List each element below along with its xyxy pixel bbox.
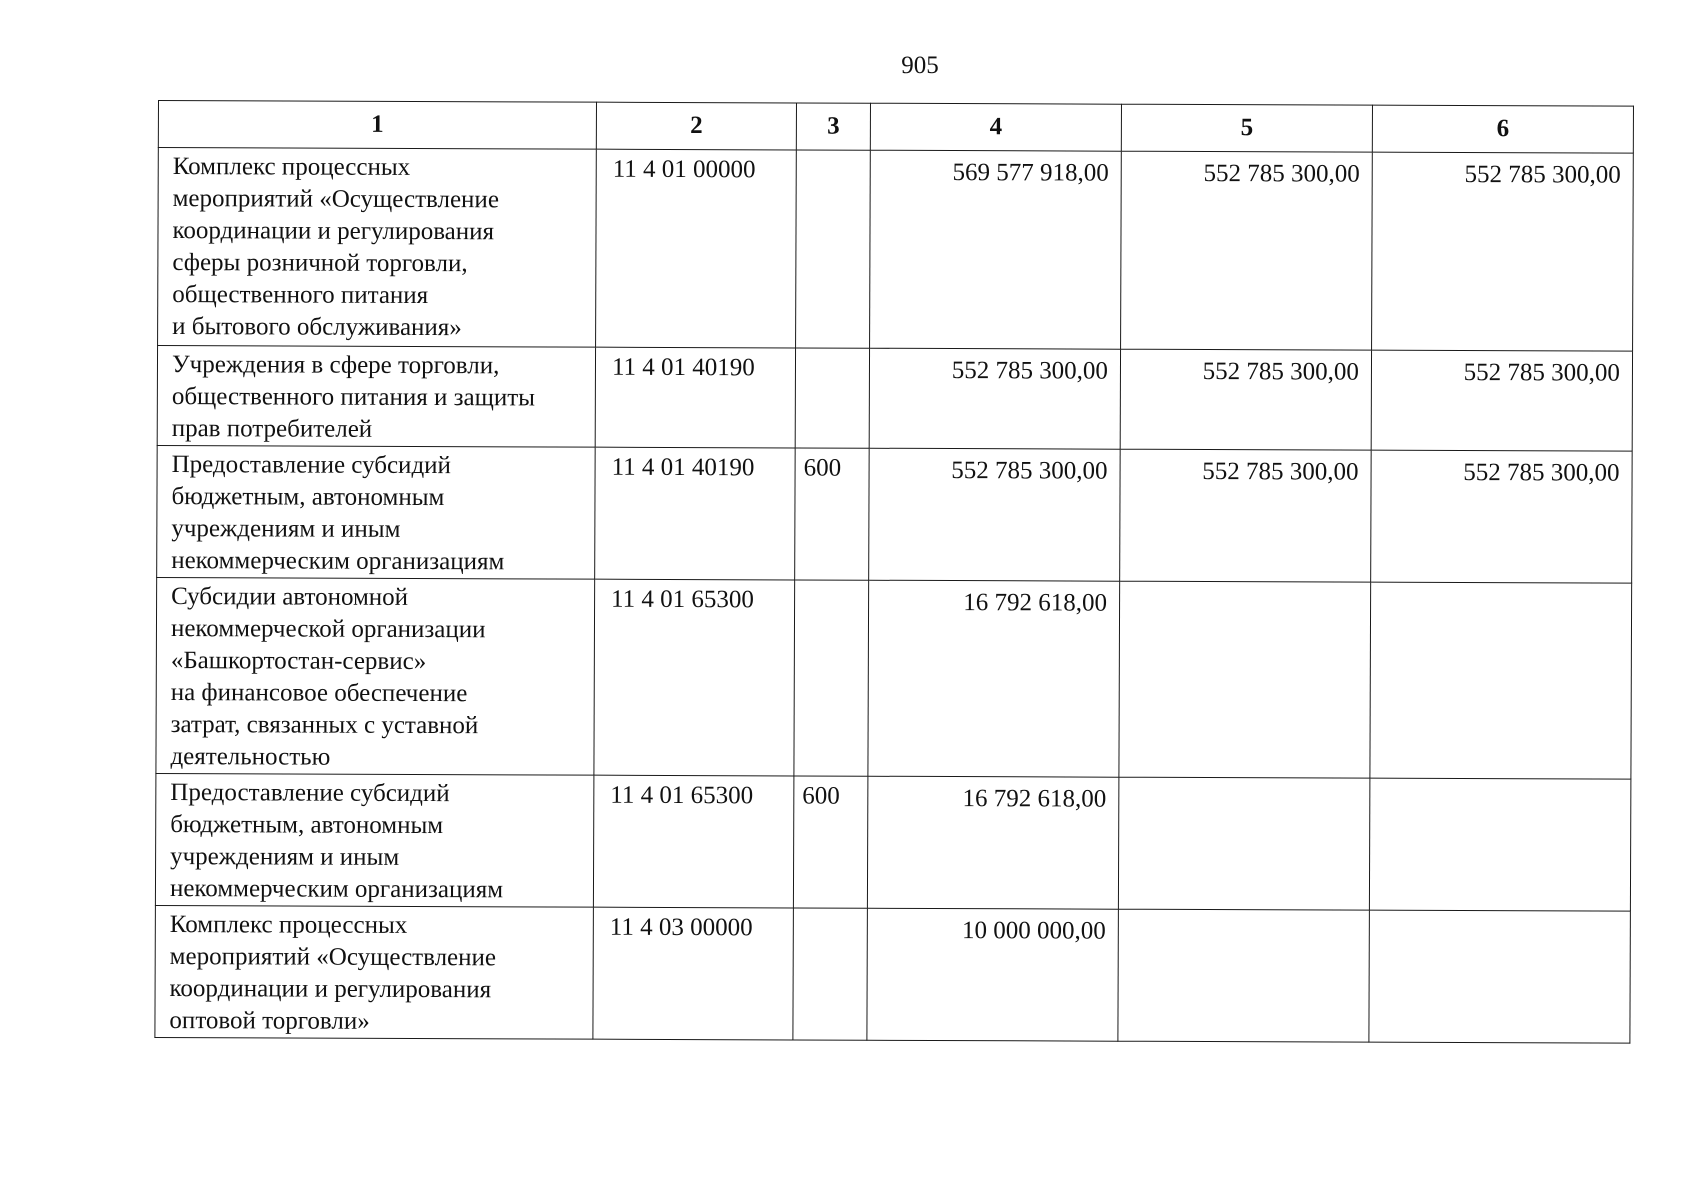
row-name-line: учреждениям и иным: [170, 843, 400, 871]
row-amount-5-cell: [1118, 909, 1370, 1042]
table-row: [155, 905, 1630, 1043]
row-name-cell: [157, 445, 596, 579]
row-name-cell: [156, 577, 595, 775]
row-name-line: бюджетным, автономным: [170, 811, 444, 840]
row-amount-4-cell: 16 792 618,00: [868, 580, 1120, 777]
row-name-line: Учреждения в сфере торговли,: [171, 351, 500, 380]
row-amount-6-cell: [1369, 910, 1631, 1043]
column-header-6: 6: [1372, 105, 1633, 153]
budget-table-wrapper: [154, 100, 1633, 1044]
page-number: 905: [901, 52, 939, 79]
row-amount-4-cell: 569 577 918,00: [870, 150, 1122, 349]
row-name-line: затрат, связанных с уставной: [170, 711, 479, 740]
row-amount-6-cell: 552 785 300,00: [1372, 152, 1634, 351]
row-name-line: Субсидии автономной: [171, 583, 409, 611]
column-header-2: 2: [596, 102, 796, 150]
table-row: [158, 148, 1634, 352]
row-amount-4-cell: 552 785 300,00: [869, 348, 1120, 449]
row-name-cell: [157, 346, 595, 448]
row-name-line: координации и регулирования: [172, 217, 495, 246]
row-name-line: общественного питания: [172, 281, 429, 310]
row-name-line: Комплекс процессных: [169, 911, 408, 939]
row-code-cell: 11 4 01 65300: [593, 775, 794, 908]
row-name-line: некоммерческим организациям: [171, 547, 505, 576]
column-header-3: 3: [796, 103, 870, 150]
row-amount-6-cell: [1369, 778, 1631, 911]
column-header-1: 1: [158, 101, 596, 150]
row-code-cell: 11 4 01 40190: [595, 447, 796, 580]
row-amount-6-cell: [1370, 582, 1632, 779]
row-kind-cell: [794, 580, 869, 776]
row-name-line: «Башкортостан-сервис»: [170, 647, 427, 676]
row-name-line: и бытового обслуживания»: [172, 313, 462, 342]
row-name-line: сферы розничной торговли,: [172, 249, 468, 278]
row-kind-cell: 600: [795, 448, 870, 580]
row-name-line: некоммерческой организации: [170, 615, 486, 644]
row-name-cell: [155, 905, 594, 1039]
row-name-line: бюджетным, автономным: [171, 483, 445, 512]
row-amount-4-cell: 10 000 000,00: [867, 908, 1119, 1041]
row-name-line: Комплекс процессных: [172, 153, 411, 181]
row-kind-cell: [793, 908, 868, 1040]
row-name-line: деятельностью: [170, 743, 331, 771]
row-code-cell: 11 4 01 65300: [594, 579, 795, 776]
row-amount-4-cell: 552 785 300,00: [869, 448, 1121, 581]
row-amount-6-cell: 552 785 300,00: [1371, 350, 1632, 451]
column-header-5: 5: [1121, 104, 1372, 152]
row-kind-cell: [796, 150, 871, 348]
row-code-cell: 11 4 03 00000: [593, 907, 794, 1040]
row-name-line: прав потребителей: [171, 415, 373, 443]
row-amount-5-cell: [1119, 581, 1371, 778]
row-name-line: учреждениям и иным: [171, 515, 401, 543]
row-name-cell: [158, 148, 597, 348]
row-name-line: на финансовое обеспечение: [170, 679, 468, 708]
header-row: [158, 101, 1633, 154]
row-amount-5-cell: 552 785 300,00: [1120, 449, 1372, 582]
row-name-cell: [155, 773, 594, 907]
row-name-line: координации и регулирования: [169, 975, 492, 1004]
row-kind-cell: 600: [793, 776, 868, 908]
row-code-cell: 11 4 01 40190: [595, 347, 795, 448]
row-code-cell: 11 4 01 00000: [596, 149, 797, 348]
row-amount-5-cell: 552 785 300,00: [1121, 151, 1373, 350]
row-kind-cell: [795, 348, 869, 448]
table-row: [155, 773, 1630, 911]
row-amount-6-cell: 552 785 300,00: [1371, 450, 1633, 583]
row-name-line: оптовой торговли»: [169, 1007, 370, 1035]
row-amount-5-cell: [1118, 777, 1370, 910]
row-name-line: мероприятий «Осуществление: [172, 185, 499, 214]
row-amount-4-cell: 16 792 618,00: [867, 776, 1119, 909]
table-row: [157, 445, 1632, 583]
row-name-line: общественного питания и защиты: [171, 383, 536, 412]
row-amount-5-cell: 552 785 300,00: [1120, 349, 1371, 450]
table-row: [157, 346, 1632, 452]
row-name-line: Предоставление субсидий: [170, 779, 450, 808]
table-row: [156, 577, 1632, 779]
column-header-4: 4: [870, 103, 1121, 151]
budget-table: [154, 100, 1634, 1044]
row-name-line: мероприятий «Осуществление: [169, 943, 497, 972]
row-name-line: некоммерческим организациям: [169, 875, 504, 904]
row-name-line: Предоставление субсидий: [171, 451, 452, 480]
